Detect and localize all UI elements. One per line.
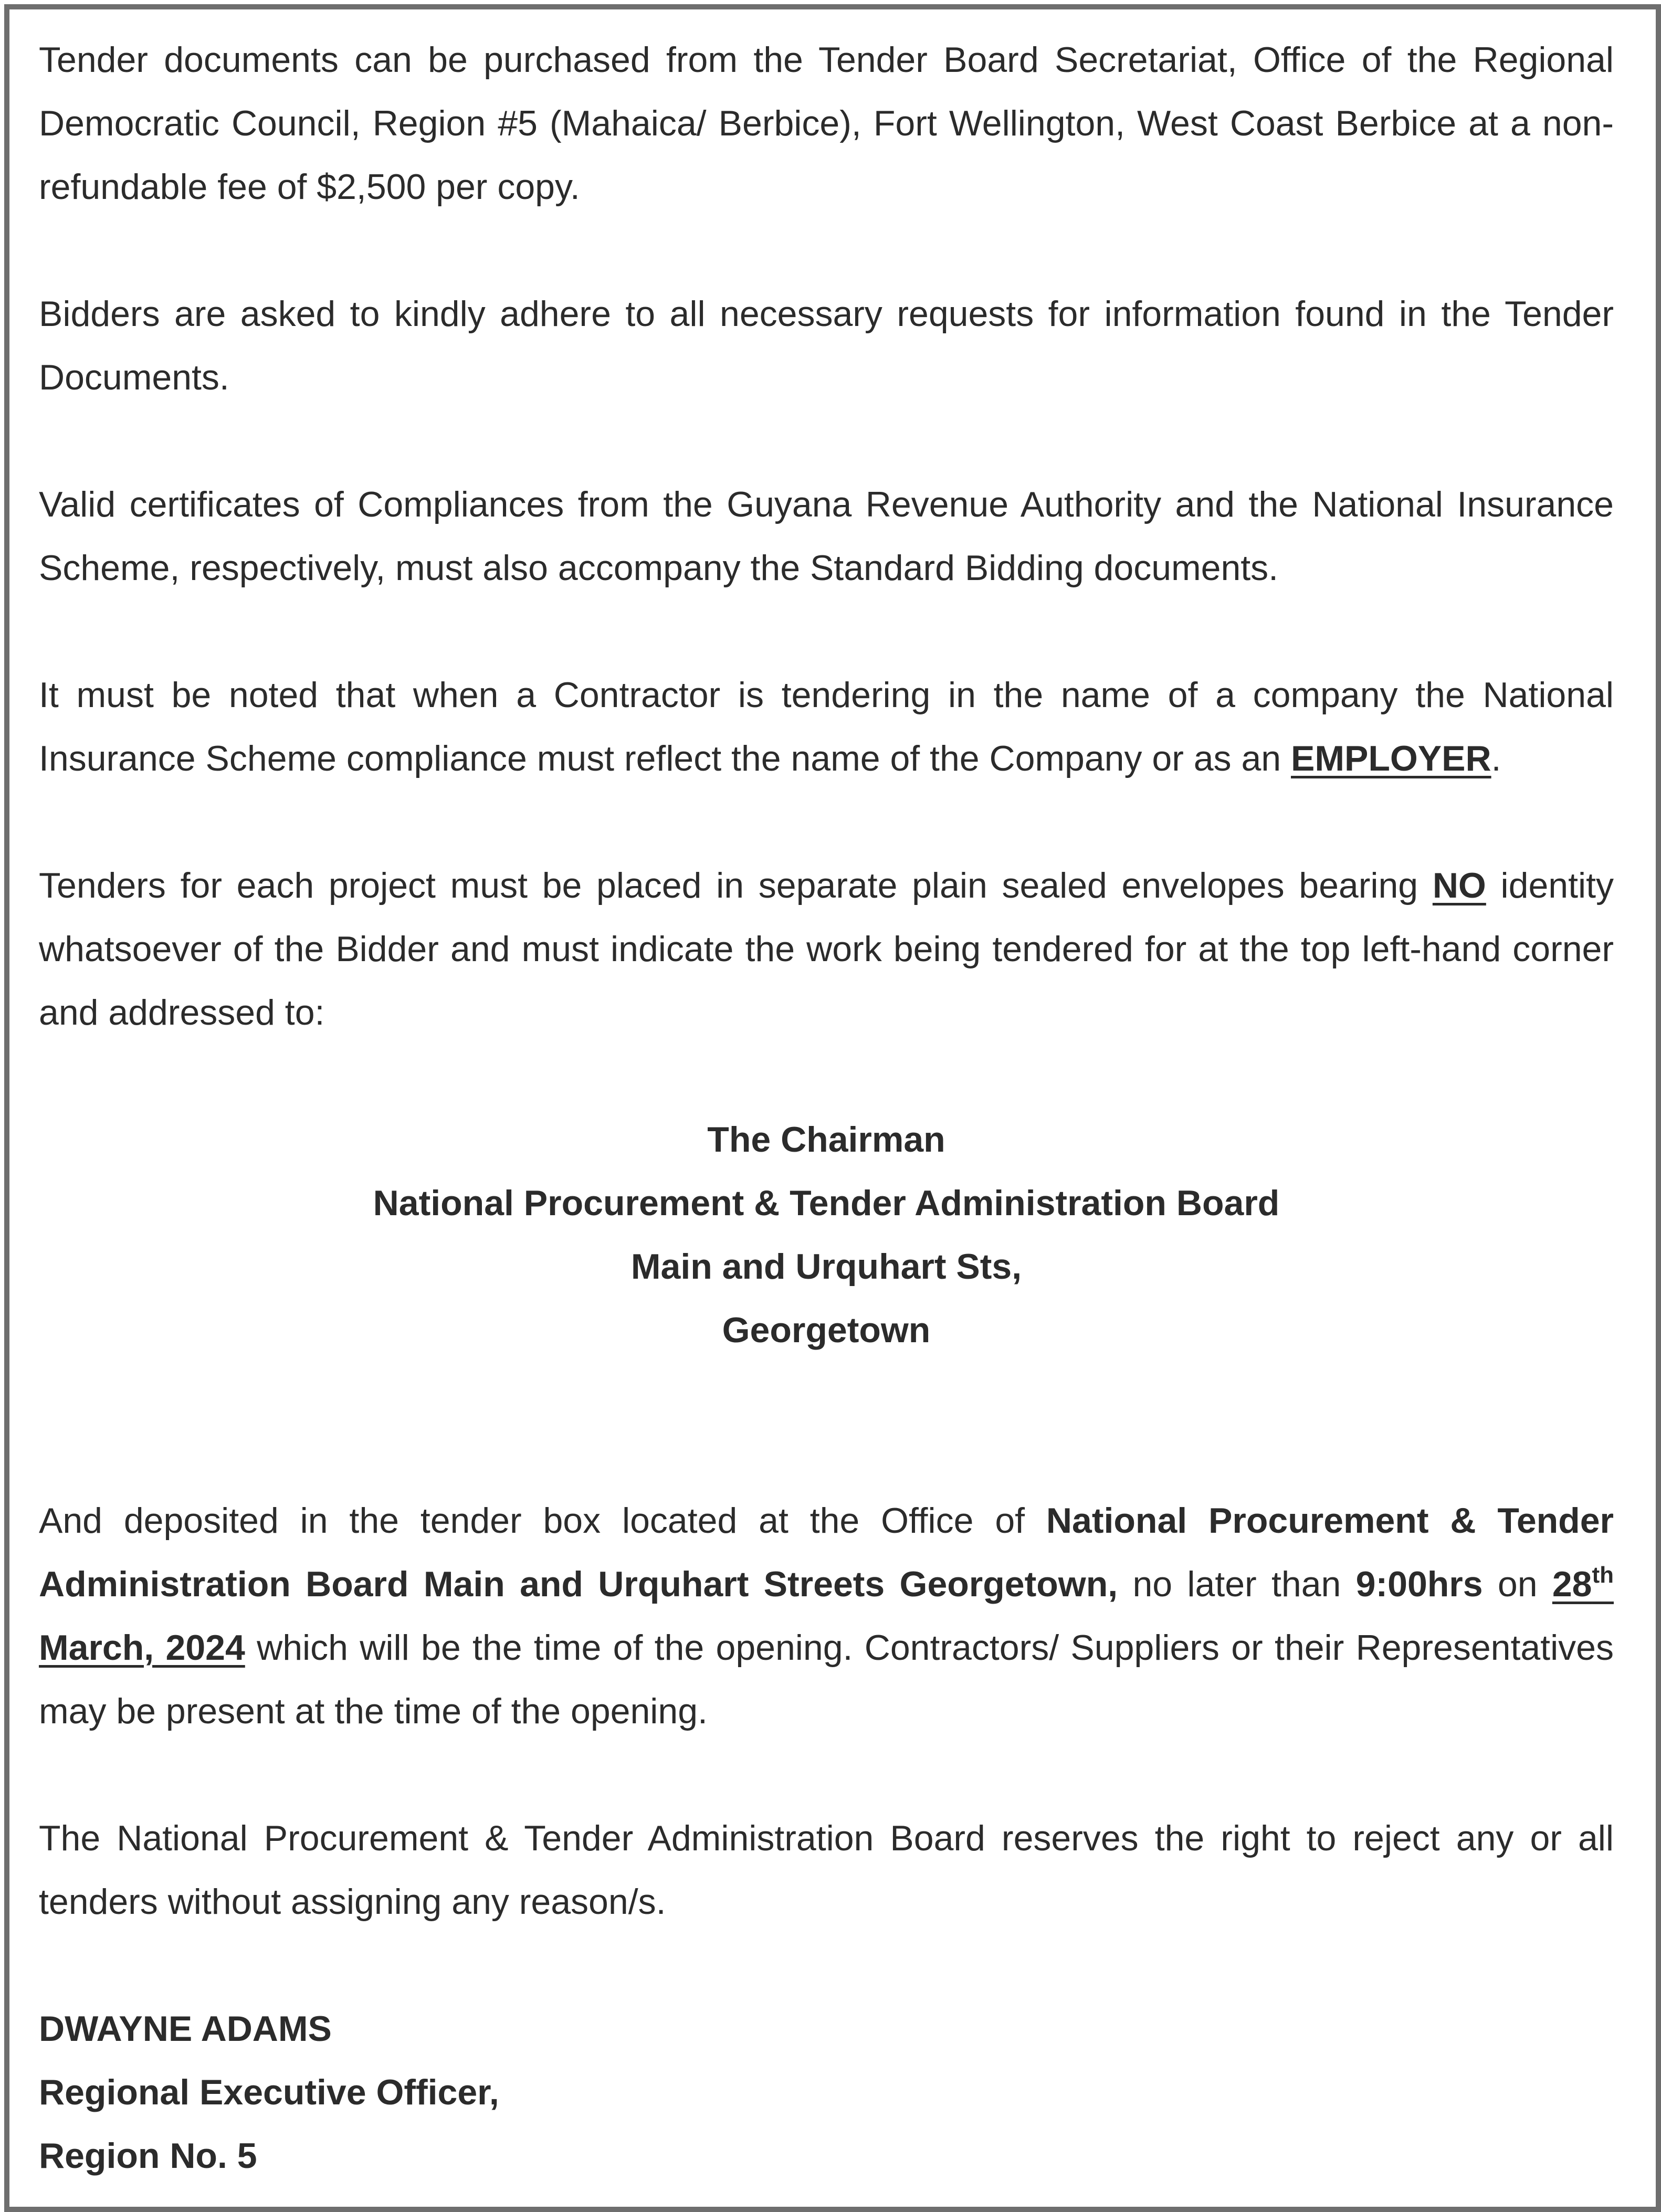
address-organization: National Procurement & Tender Administration Board bbox=[373, 1183, 1280, 1223]
address-street: Main and Urquhart Sts, bbox=[630, 1247, 1022, 1287]
address-city: Georgetown bbox=[722, 1310, 931, 1350]
deposit-day-suffix: th bbox=[1592, 1562, 1614, 1588]
address-recipient: The Chairman bbox=[707, 1120, 945, 1160]
paragraph-compliance-certificates: Valid certificates of Compliances from the Guyana Revenue Authority and the National Insurance Scheme, respectively, must also accompany the Standard Bidding documents. bbox=[39, 484, 1614, 588]
deposit-office: National Procurement & Tender Administration Board Main and Urquhart Streets Georgetown, bbox=[39, 1501, 1614, 1604]
paragraph-reservation: The National Procurement & Tender Administration Board reserves the right to reject any or all tenders without assigning any reason/s. bbox=[39, 1818, 1614, 1922]
address-block bbox=[39, 1108, 1614, 1362]
envelope-text-after: identity whatsoever of the Bidder and must indicate the work being tendered for at the top left-hand corner and addressed to: bbox=[39, 866, 1614, 1033]
no-identity-emphasis: NO bbox=[1432, 866, 1486, 905]
deposit-mid-2: on bbox=[1483, 1564, 1552, 1604]
signatory-region: Region No. 5 bbox=[39, 2136, 257, 2176]
deposit-time: 9:00hrs bbox=[1355, 1564, 1483, 1604]
employer-emphasis: EMPLOYER bbox=[1290, 739, 1491, 778]
signatory-title: Regional Executive Officer, bbox=[39, 2072, 499, 2112]
company-compliance-text: It must be noted that when a Contractor is tendering in the name of a company the National Insurance Scheme compliance must reflect the name of the Company or as an bbox=[39, 675, 1614, 778]
notice-body bbox=[39, 28, 1614, 2188]
deposit-month-year: March, 2024 bbox=[39, 1628, 245, 1668]
notice-frame bbox=[4, 4, 1661, 2212]
signature-block bbox=[39, 1997, 1614, 2188]
paragraph-bidder-requests: Bidders are asked to kindly adhere to all necessary requests for information found in the Tender Documents. bbox=[39, 294, 1614, 397]
deposit-mid-1: no later than bbox=[1118, 1564, 1356, 1604]
deposit-intro: And deposited in the tender box located at the Office of bbox=[39, 1501, 1046, 1541]
deposit-outro: which will be the time of the opening. Contractors/ Suppliers or their Representatives may be present at the time of the opening. bbox=[39, 1628, 1614, 1731]
deposit-day: 28 bbox=[1552, 1564, 1592, 1604]
envelope-text-before: Tenders for each project must be placed in separate plain sealed envelopes bearing bbox=[39, 866, 1433, 905]
paragraph-company-compliance bbox=[39, 663, 1614, 791]
paragraph-envelope-instructions bbox=[39, 854, 1614, 1045]
company-compliance-end: . bbox=[1491, 739, 1501, 778]
signatory-name: DWAYNE ADAMS bbox=[39, 2009, 332, 2049]
paragraph-purchase-info: Tender documents can be purchased from the Tender Board Secretariat, Office of the Regional Democratic Council, Region #5 (Mahaica/ Berbice), Fort Wellington, West Coast Berbice at a non- refundable fee of $2,500 per copy. bbox=[39, 40, 1614, 207]
paragraph-deposit-deadline bbox=[39, 1489, 1614, 1743]
